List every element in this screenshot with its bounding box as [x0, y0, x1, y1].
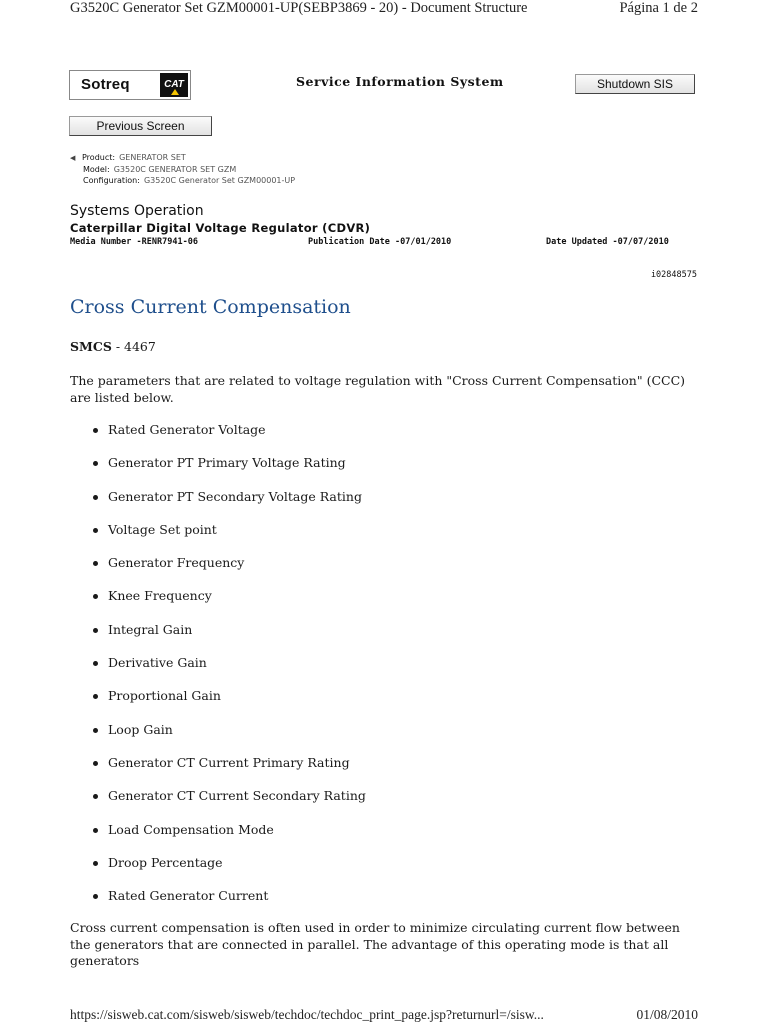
configuration-label: Configuration:	[83, 176, 140, 185]
footer-url: https://sisweb.cat.com/sisweb/sisweb/techdoc/techdoc_print_page.jsp?returnurl=/sisw...	[70, 1007, 544, 1022]
configuration-value: G3520C Generator Set GZM00001-UP	[143, 176, 296, 185]
list-item: Integral Gain	[90, 622, 366, 655]
list-item: Generator PT Primary Voltage Rating	[90, 455, 366, 488]
list-item: Rated Generator Current	[90, 888, 366, 921]
print-header-page: Página 1 de 2	[619, 0, 698, 16]
footer-date: 01/08/2010	[636, 1007, 698, 1022]
document-id: i02848575	[650, 270, 697, 280]
cat-logo-icon: CAT	[160, 73, 188, 97]
media-number: Media Number -RENR7941-06	[70, 237, 198, 247]
list-item: Loop Gain	[90, 722, 366, 755]
publication-date: Publication Date -07/01/2010	[308, 237, 452, 247]
list-item: Proportional Gain	[90, 688, 366, 721]
list-item: Generator Frequency	[90, 555, 366, 588]
previous-screen-button[interactable]: Previous Screen	[69, 116, 212, 136]
parameter-list	[90, 422, 366, 921]
list-item: Voltage Set point	[90, 522, 366, 555]
app-title: Service Information System	[296, 74, 504, 89]
intro-paragraph: The parameters that are related to voltage regulation with "Cross Current Compensation" (CCC) are listed below.	[70, 373, 686, 405]
print-header-title: G3520C Generator Set GZM00001-UP(SEBP3869 - 20) - Document Structure	[70, 0, 528, 16]
list-item: Droop Percentage	[90, 855, 366, 888]
collapse-arrow-icon[interactable]: ◀	[70, 154, 76, 162]
smcs-value: - 4467	[111, 339, 156, 354]
model-label: Model:	[83, 165, 110, 174]
list-item: Rated Generator Voltage	[90, 422, 366, 455]
print-footer	[70, 1007, 698, 1024]
smcs-code	[70, 339, 156, 354]
logo-company: Sotreq	[81, 76, 130, 93]
date-updated: Date Updated -07/07/2010	[546, 237, 669, 247]
list-item: Knee Frequency	[90, 588, 366, 621]
list-item: Derivative Gain	[90, 655, 366, 688]
section-subtitle: Caterpillar Digital Voltage Regulator (CDVR)	[70, 221, 371, 235]
shutdown-sis-button[interactable]: Shutdown SIS	[575, 74, 695, 94]
product-label: Product:	[82, 153, 116, 162]
product-value: GENERATOR SET	[119, 153, 186, 162]
product-info	[70, 152, 295, 186]
closing-paragraph: Cross current compensation is often used in order to minimize circulating current flow between the generators that are connected in parallel. The advantage of this operating mode is that all generators	[70, 920, 680, 968]
list-item: Generator CT Current Primary Rating	[90, 755, 366, 788]
sotreq-cat-logo	[69, 70, 191, 100]
print-header	[70, 0, 698, 20]
list-item: Generator CT Current Secondary Rating	[90, 788, 366, 821]
section-title: Systems Operation	[70, 203, 204, 219]
model-value: G3520C GENERATOR SET GZM	[113, 165, 237, 174]
list-item: Generator PT Secondary Voltage Rating	[90, 489, 366, 522]
smcs-label: SMCS	[70, 339, 112, 354]
list-item: Load Compensation Mode	[90, 822, 366, 855]
page-title: Cross Current Compensation	[70, 296, 351, 318]
